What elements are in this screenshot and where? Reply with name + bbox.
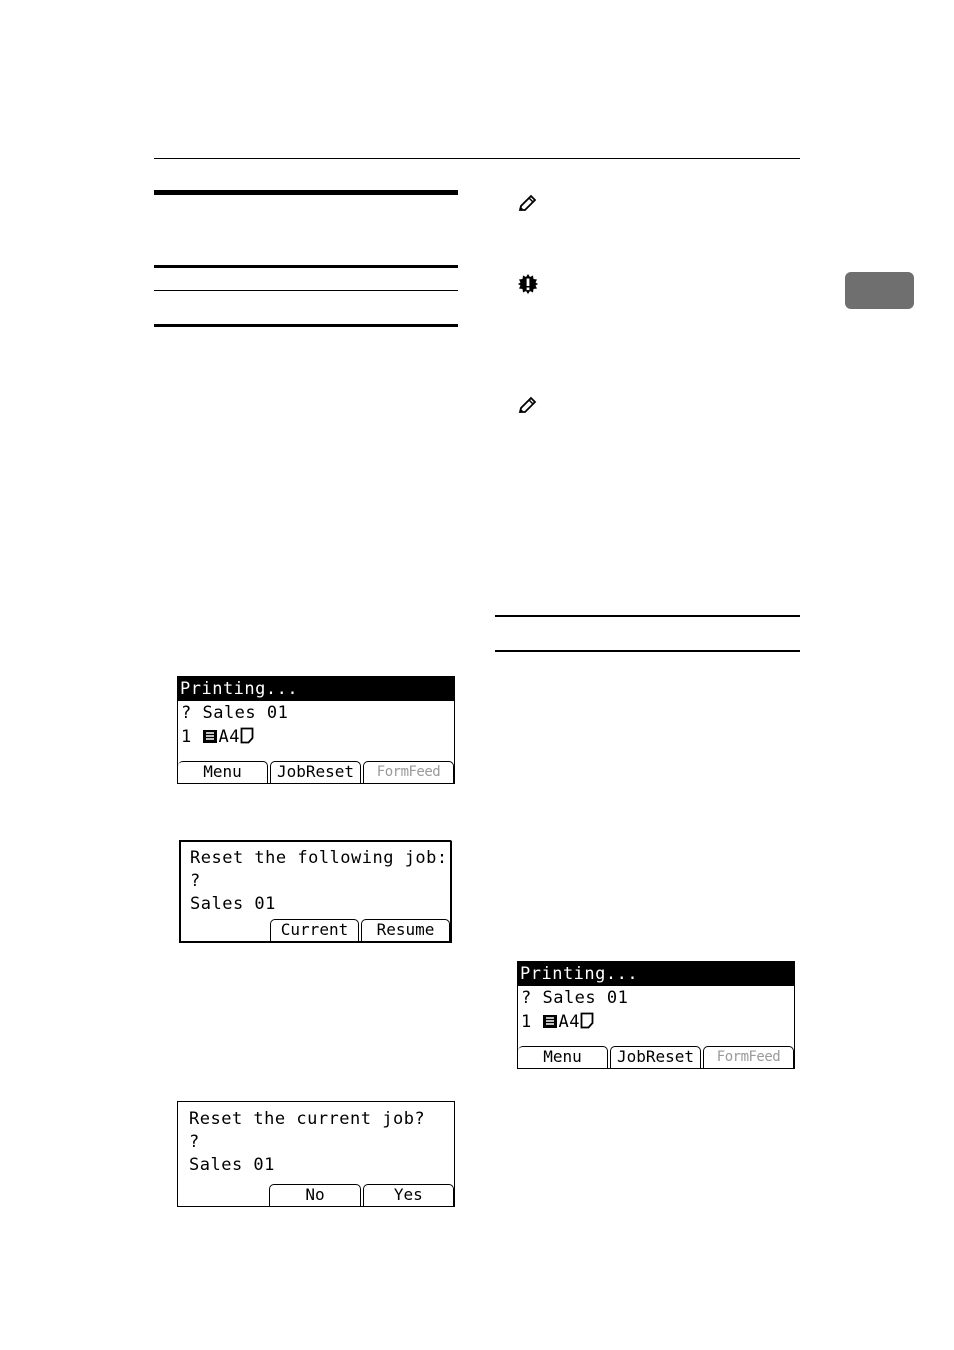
formfeed-softkey[interactable]: FormFeed — [703, 1046, 794, 1068]
lcd-job-name: Sales 01 — [190, 894, 276, 914]
lcd-job-line: ? Sales 01 — [521, 988, 629, 1008]
lcd-reset-current-panel — [177, 1101, 455, 1207]
lcd-status-line — [178, 725, 454, 749]
section-heading-rule — [154, 190, 458, 195]
lcd-softkeys — [181, 919, 450, 941]
header-rule — [154, 158, 800, 159]
empty-softkey — [178, 1184, 267, 1206]
right-subsection-rule-bottom — [495, 650, 800, 652]
lcd-count: 1 — [521, 1012, 543, 1032]
subsection-rule-mid — [154, 290, 458, 291]
lcd-title: Printing... — [518, 962, 794, 986]
pencil-note-icon — [516, 193, 538, 215]
lcd-paper-size: A4 — [558, 1012, 580, 1032]
lcd-printing-panel — [517, 961, 795, 1069]
jobreset-softkey[interactable]: JobReset — [270, 761, 361, 783]
lcd-job-name: Sales 01 — [189, 1155, 275, 1175]
paper-stack-icon — [202, 729, 218, 744]
lcd-count: 1 — [181, 727, 203, 747]
yes-softkey[interactable]: Yes — [363, 1184, 454, 1206]
no-softkey[interactable]: No — [269, 1184, 360, 1206]
lcd-paper-size: A4 — [218, 727, 240, 747]
lcd-softkeys — [178, 761, 454, 783]
pencil-note-icon — [516, 395, 538, 417]
lcd-job-line: ? Sales 01 — [181, 703, 289, 723]
lcd-printing-panel — [177, 676, 455, 784]
lcd-status-line — [518, 1010, 794, 1034]
paper-stack-icon — [542, 1014, 558, 1029]
jobreset-softkey[interactable]: JobReset — [610, 1046, 701, 1068]
lcd-softkeys — [178, 1184, 454, 1206]
resume-softkey[interactable]: Resume — [361, 919, 450, 941]
formfeed-softkey[interactable]: FormFeed — [363, 761, 454, 783]
lcd-reset-following-panel — [179, 840, 452, 943]
lcd-title: Printing... — [178, 677, 454, 701]
menu-softkey[interactable]: Menu — [178, 761, 268, 783]
paper-orientation-icon — [580, 1012, 594, 1029]
lcd-prompt: Reset the following job: — [190, 848, 448, 868]
lcd-job-id: ? — [190, 871, 201, 891]
subsection-rule-top — [154, 265, 458, 268]
paper-orientation-icon — [240, 727, 254, 744]
subsection-rule-bottom — [154, 324, 458, 327]
important-seal-icon — [517, 273, 539, 295]
lcd-job-id: ? — [189, 1132, 200, 1152]
menu-softkey[interactable]: Menu — [518, 1046, 608, 1068]
chapter-tab — [845, 272, 914, 309]
empty-softkey — [181, 919, 268, 941]
right-subsection-rule-top — [495, 615, 800, 617]
lcd-softkeys — [518, 1046, 794, 1068]
lcd-prompt: Reset the current job? — [189, 1109, 426, 1129]
current-softkey[interactable]: Current — [270, 919, 359, 941]
